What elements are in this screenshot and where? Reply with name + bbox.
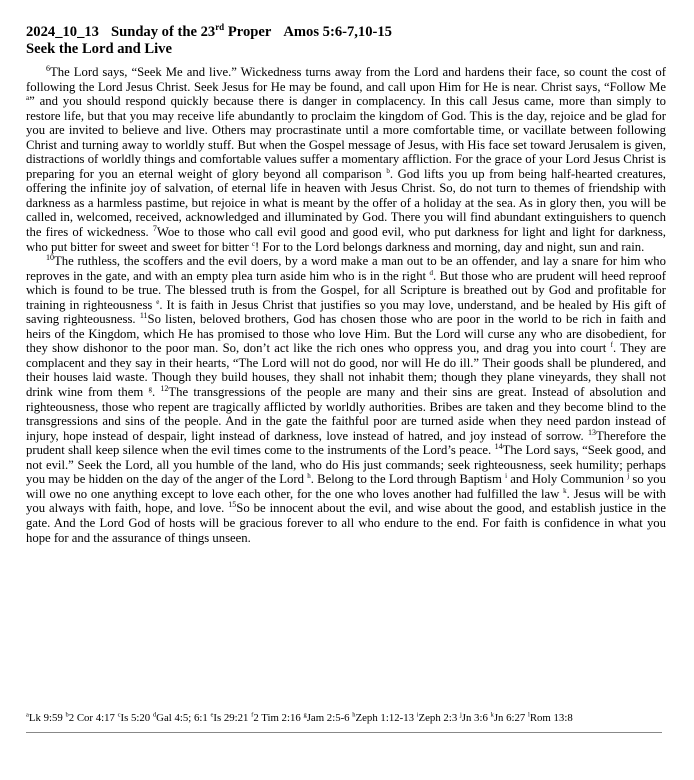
text-run: . Belong to the Lord through Baptism (310, 472, 506, 487)
footnote-marker: k (563, 486, 567, 495)
sermon-text (26, 65, 666, 545)
footnote-reference: Zeph 2:3 (418, 712, 458, 724)
sermon-date: 2024_10_13 (26, 24, 99, 40)
footnotes (26, 712, 666, 725)
paragraph (26, 65, 666, 254)
footnote-item (65, 712, 114, 724)
text-run: The Lord says, “Seek Me and live.” Wickedness turns away from the Lord and hardens their face, so count the cost of following the Lord Jesus Christ. Seek Jesus for He may be found, and call upon Him for He is near. Christ says, “Follow Me (26, 65, 666, 94)
text-run: The ruthless, the scoffers and the evil doers, by a word make a man out to be an offender, and lay a snare for him who reproves in the gate, and with an empty plea turn aside him who is in the right (26, 254, 666, 283)
verse-number: 6 (46, 63, 50, 73)
text-run: . They are complacent and they say in their hearts, “The Lord will not do good, nor will He do ill.” Their goods shall be plundered, and their houses laid waste. Though they build houses, they shall not inhabit them; though they plane vineyards, they shall not drink wine from them (26, 341, 666, 400)
text-run: so you will owe no one anything except to love each other, for the one who loves another had fulfilled the law (26, 472, 666, 501)
footnote-mark: e (210, 711, 214, 719)
verse-number: 13 (588, 427, 597, 437)
footnote-item (491, 712, 526, 724)
text-run: Woe to those who call evil good and good evil, who put darkness for light and light for darkness, who put bitter for sweet and sweet for bitter (26, 225, 666, 254)
text-run: ! For to the Lord belongs darkness and morning, day and night, sun and rain. (254, 239, 645, 254)
footnote-item (26, 712, 63, 724)
footnote-reference: Gal 4:5; 6:1 (156, 712, 208, 724)
footnote-reference: 2 Cor 4:17 (68, 712, 115, 724)
text-run: The Lord says, “Seek good, and not evil.” Seek the Lord, all you humble of the land, who do His just commands; seek righteousness, seek humility; perhaps you may be hidden on the day of the anger of the Lord (26, 443, 666, 487)
footnote-mark: b (65, 711, 69, 719)
text-run: . Jesus will be with you always with faith, hope, and love. (26, 486, 666, 516)
footnote-mark: i (416, 711, 419, 719)
footnote-item (417, 712, 458, 724)
footnote-item (303, 712, 349, 724)
footnote-mark: a (26, 711, 29, 719)
footnote-marker: a (26, 93, 30, 102)
text-run: . God lifts you up from being half-hearted creatures, offering the infinite joy of salvation, of eternal life in heaven with Jesus Christ. So, do not turn to themes of friendship with darkness as a harmless pastime, but rejoice in what is meant by the offer of a holiday at the sea. As in glory then, you will be called in, welcomed, received, acknowledged and illuminated by God. There you will find abundant extinguishers to quench the fires of wickedness. (26, 166, 666, 240)
footnote-reference: Jam 2:5-6 (306, 712, 350, 724)
footnote-reference: Lk 9:59 (28, 712, 63, 724)
footnote-item (118, 712, 151, 724)
footnote-mark: d (152, 711, 157, 719)
verse-number: 7 (152, 223, 157, 233)
text-run: . But those who are prudent will heed reproof which is found to be true. The blessed truth is from the Gospel, for all Scripture is breathed out by God and profitable for training in righteousness (26, 268, 667, 312)
footnote-mark: g (303, 711, 307, 719)
footnote-mark: k (490, 711, 494, 719)
text-run: . (151, 385, 161, 400)
footnote-item (528, 712, 573, 724)
sermon-title: Seek the Lord and Live (26, 41, 172, 57)
footnote-mark: l (528, 711, 530, 719)
footnote-reference: Is 5:20 (120, 712, 151, 724)
footnote-marker: f (610, 341, 613, 350)
footnote-item (210, 712, 248, 724)
text-run: . It is faith in Jesus Christ that justifies so you may love, understand, and be healed by His gift of saving righteousness. (26, 297, 666, 327)
text-run: The transgressions of the people are many and their sins are great. Instead of absolution and righteousness, those who repent are tragically afflicted by worldly authorities. Bribes are taken and they become blind to the transgressions and sins of the people. And in the gate the faithful poor are turned aside when they need pardon instead of injury, hope instead of despair, light instead of darkness, love instead of hatred, and joy instead of sorrow. (26, 385, 666, 443)
liturgical-day: Sunday of the 23rd Proper (110, 22, 272, 40)
footnote-reference: 2 Tim 2:16 (253, 712, 301, 724)
footnote-mark: j (459, 711, 462, 719)
paragraph (26, 254, 666, 545)
footnote-mark: h (352, 711, 356, 719)
footnote-item (251, 712, 301, 724)
verse-number: 14 (494, 441, 503, 451)
verse-number: 15 (228, 500, 237, 510)
verse-number: 10 (46, 252, 54, 262)
footer-rule (26, 732, 662, 733)
footnote-marker: e (156, 297, 160, 306)
footnote-marker: b (386, 166, 390, 175)
text-run: So listen, beloved brothers, God has chosen those who are poor in the world to be rich in faith and heirs of the Kingdom, which He has promised to those who love Him. But the Lord will curse any who are disobedient, for they show dishonor to the poor man. So, don’t act like the rich ones who oppress you, and drag you into court (26, 312, 666, 356)
footnote-marker: d (429, 268, 434, 277)
document-body (26, 24, 666, 545)
footnote-mark: c (117, 711, 121, 719)
footnote-reference: Jn 6:27 (493, 712, 526, 724)
footnote-reference: Zeph 1:12-13 (355, 712, 415, 724)
scripture-reference: Amos 5:6-7,10-15 (283, 24, 392, 40)
footnote-mark: f (251, 711, 254, 719)
footnote-marker: g (148, 384, 152, 393)
footnote-item (153, 712, 208, 724)
footnote-marker: i (505, 472, 508, 481)
verse-number: 12 (160, 383, 169, 393)
footnote-marker: h (307, 472, 311, 481)
text-run: Therefore the prudent shall keep silence when the evil times come to the instruments of the Lord’s peace. (26, 428, 666, 458)
verse-number: 11 (139, 311, 148, 321)
footnote-reference: Jn 3:6 (461, 712, 488, 724)
footnote-item (460, 712, 488, 724)
text-run: So be innocent about the evil, and wise about the good, and establish justice in the gate. And the Lord God of hosts will be gracious forever to all who endure to the end. For faith is confidence in what you hope for and the assurance of things unseen. (26, 501, 666, 545)
text-run: and Holy Communion (507, 472, 628, 487)
document-heading (26, 24, 666, 41)
footnote-item (352, 712, 414, 724)
footnote-reference: Is 29:21 (213, 712, 249, 724)
footnote-marker: c (251, 239, 255, 248)
text-run: ” and you should respond quickly because there is danger in complacency. In this call Jesus came, more than simply to restore life, but that you may receive life abundantly to proclaim the kingdom of God. This is the day, rejoice and be glad for you are invited to believe and live. Others may procrastinate until a more comfortable time, or vacillate between following Christ and turning away to worldly stuff. But when the Gospel message of Jesus, with His face set toward Jerusalem is given, distractions of worldly things and comfortable values suffer a momentary affliction. For the grace of your Lord Jesus Christ is preparing for you an eternal weight of glory beyond all comparison (26, 94, 666, 181)
footnote-reference: Rom 13:8 (529, 712, 573, 724)
footnote-marker: j (627, 472, 630, 481)
